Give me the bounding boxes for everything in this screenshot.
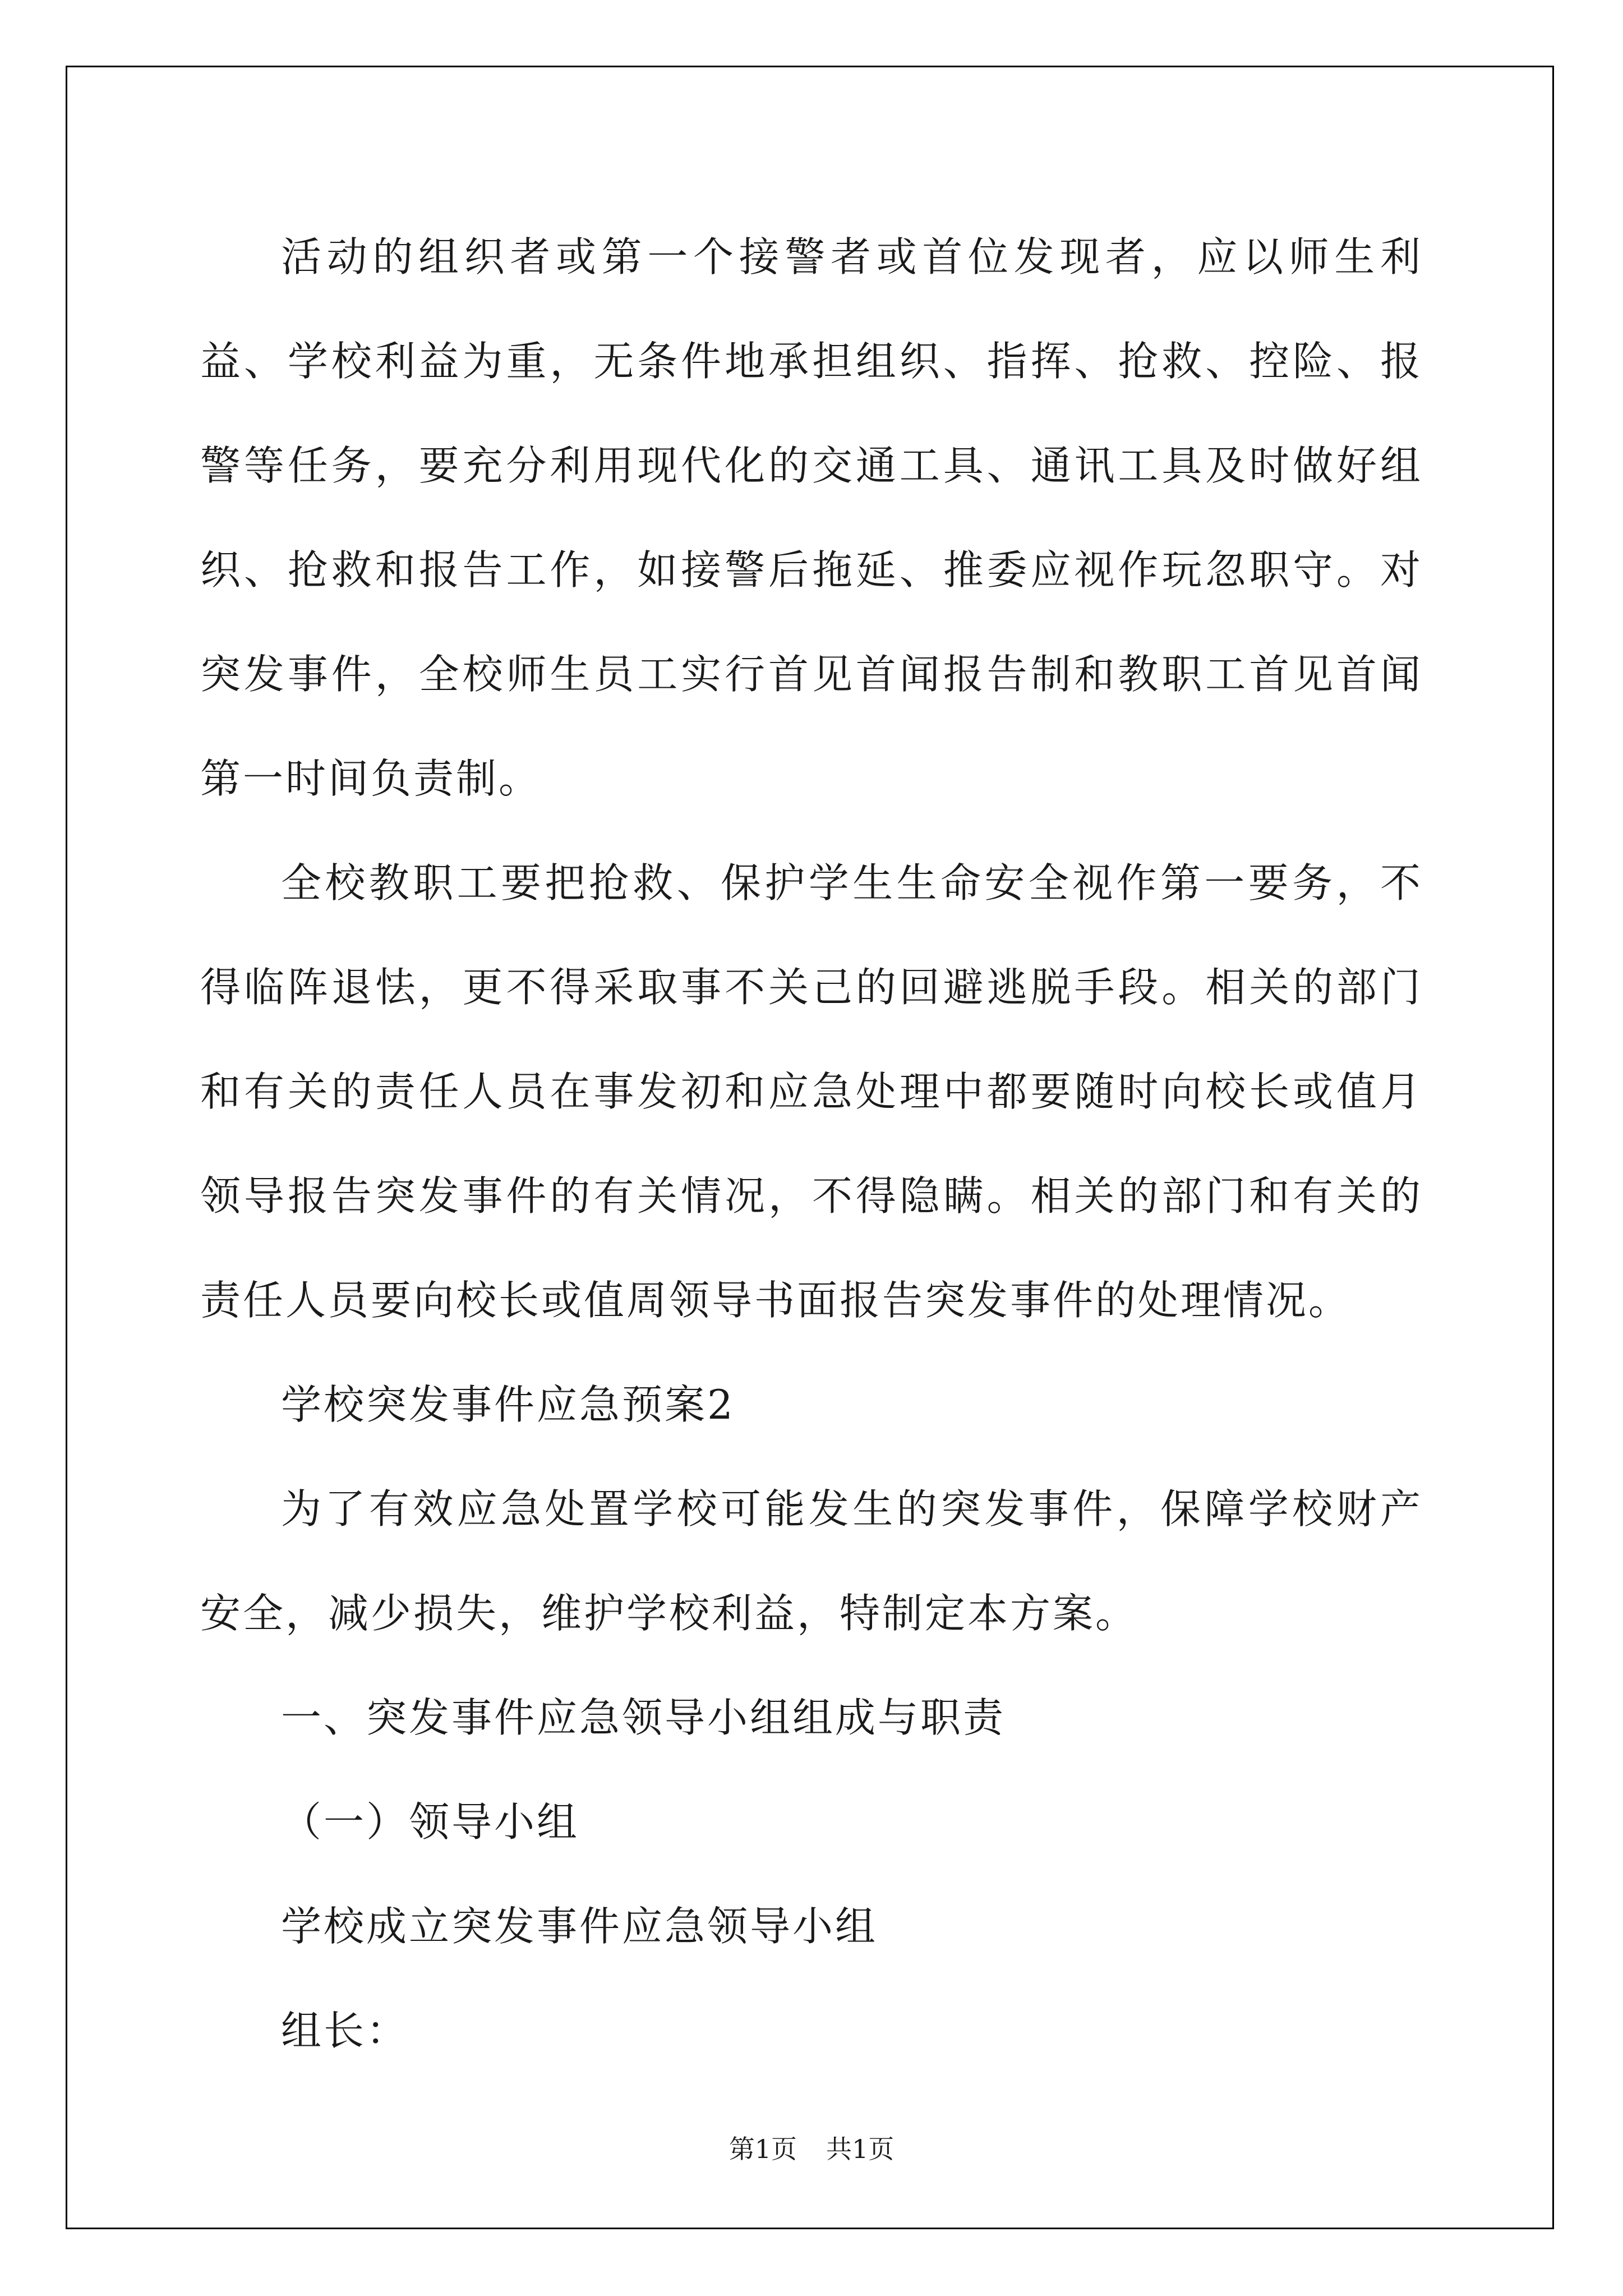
- section-title-plan-2: 学校突发事件应急预案2: [281, 1381, 735, 1428]
- paragraph-purpose: 为了有效应急处置学校可能发生的突发事件，保障学校财产安全，减少损失，维护学校利益，特制定本方案。: [200, 1485, 1423, 1637]
- paragraph-staff-duty: 全校教职工要把抢救、保护学生生命安全视作第一要务，不得临阵退怯，更不得采取事不关己的回避逃脱手段。相关的部门和有关的责任人员在事发初和应急处理中都要随时向校长或值月领导报告突发事件的有关情况，不得隐瞒。相关的部门和有关的责任人员要向校长或值周领导书面报告突发事件的处理情况。: [200, 859, 1423, 1324]
- paragraph-first-responder: 活动的组织者或第一个接警者或首位发现者，应以师生利益、学校利益为重，无条件地承担组织、指挥、抢救、控险、报警等任务，要充分利用现代化的交通工具、通讯工具及时做好组织、抢救和报告工作，如接警后拖延、推委应视作玩忽职守。对突发事件，全校师生员工实行首见首闻报告制和教职工首见首闻第一时间负责制。: [200, 233, 1423, 802]
- document-body: [200, 205, 1423, 2083]
- paragraph-group-leader: 组长：: [281, 2007, 409, 2054]
- page-total: 共1页: [826, 2134, 895, 2164]
- page-footer: [0, 2129, 1623, 2166]
- heading-leadership-group: 一、突发事件应急领导小组组成与职责: [281, 1694, 1006, 1741]
- subheading-leadership: （一）领导小组: [281, 1798, 580, 1846]
- paragraph-group-established: 学校成立突发事件应急领导小组: [281, 1903, 878, 1950]
- page-number: 第1页: [728, 2134, 797, 2164]
